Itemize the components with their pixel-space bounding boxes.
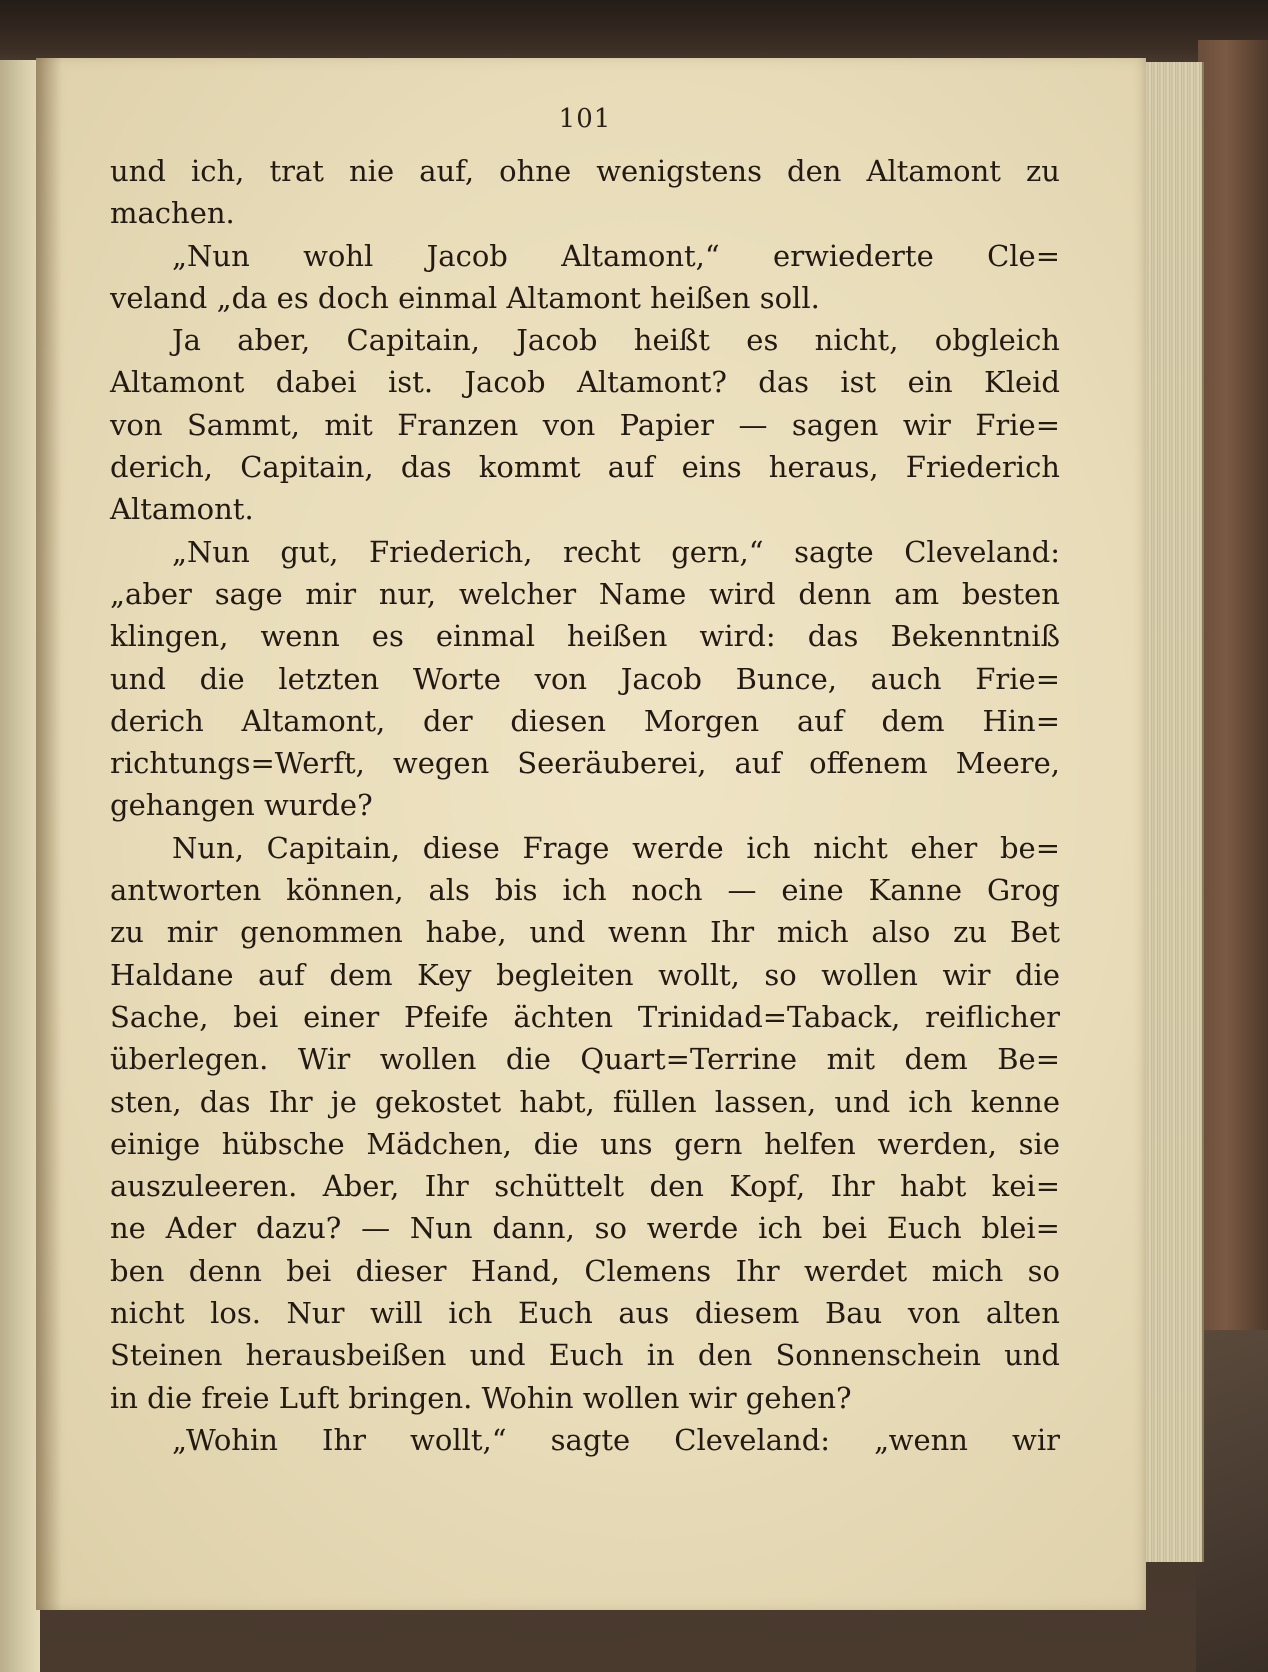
text-line: Altamont dabei ist. Jacob Altamont? das ist ein Kleid — [110, 365, 1060, 400]
text-line: ben denn bei dieser Hand, Clemens Ihr werdet mich so — [110, 1253, 1060, 1288]
body-text — [110, 150, 1060, 1461]
text-line: von Sammt, mit Franzen von Papier — sagen wir Frie= — [110, 407, 1060, 442]
text-line: zu mir genommen habe, und wenn Ihr mich also zu Bet — [110, 915, 1060, 950]
text-line: derich, Capitain, das kommt auf eins heraus, Friederich — [110, 450, 1060, 485]
text-line: veland „da es doch einmal Altamont heißen soll. — [110, 280, 820, 315]
text-line: „aber sage mir nur, welcher Name wird denn am besten — [110, 576, 1060, 611]
text-line: „Wohin Ihr wollt,“ sagte Cleveland: „wenn wir — [172, 1422, 1060, 1457]
text-line: in die freie Luft bringen. Wohin wollen wir gehen? — [110, 1380, 852, 1415]
page-stack-edges — [1140, 62, 1204, 1562]
text-line: überlegen. Wir wollen die Quart=Terrine mit dem Be= — [110, 1042, 1060, 1077]
text-line: ne Ader dazu? — Nun dann, so werde ich bei Euch blei= — [110, 1211, 1060, 1246]
text-line: und die letzten Worte von Jacob Bunce, auch Frie= — [110, 661, 1060, 696]
text-line: Nun, Capitain, diese Frage werde ich nicht eher be= — [172, 830, 1060, 865]
text-line: derich Altamont, der diesen Morgen auf dem Hin= — [110, 703, 1060, 738]
book-cover-corner — [1196, 1330, 1268, 1672]
text-line: einige hübsche Mädchen, die uns gern helfen werden, sie — [110, 1126, 1060, 1161]
text-line: sten, das Ihr je gekostet habt, füllen lassen, und ich kenne — [110, 1084, 1060, 1119]
text-line: auszuleeren. Aber, Ihr schüttelt den Kopf, Ihr habt kei= — [110, 1169, 1060, 1204]
text-line: „Nun wohl Jacob Altamont,“ erwiederte Cle= — [172, 238, 1060, 273]
text-line: richtungs=Werft, wegen Seeräuberei, auf offenem Meere, — [110, 746, 1060, 781]
page-gutter-shadow — [36, 58, 62, 1610]
text-line: Ja aber, Capitain, Jacob heißt es nicht, obgleich — [172, 323, 1060, 358]
text-line: Sache, bei einer Pfeife ächten Trinidad=Taback, reiflicher — [110, 999, 1060, 1034]
text-line: „Nun gut, Friederich, recht gern,“ sagte Cleveland: — [172, 534, 1060, 569]
text-line: Haldane auf dem Key begleiten wollt, so wollen wir die — [110, 957, 1060, 992]
text-line: Steinen herausbeißen und Euch in den Sonnenschein und — [110, 1338, 1060, 1373]
text-line: klingen, wenn es einmal heißen wird: das Bekenntniß — [110, 619, 1060, 654]
page-number: 101 — [558, 104, 612, 134]
text-line: nicht los. Nur will ich Euch aus diesem Bau von alten — [110, 1296, 1060, 1331]
text-line: antworten können, als bis ich noch — eine Kanne Grog — [110, 873, 1060, 908]
facing-page-edge — [0, 60, 40, 1672]
text-line: machen. — [110, 196, 235, 231]
text-line: und ich, trat nie auf, ohne wenigstens den Altamont zu — [110, 154, 1060, 188]
text-line: Altamont. — [110, 492, 254, 527]
text-line: gehangen wurde? — [110, 788, 373, 823]
